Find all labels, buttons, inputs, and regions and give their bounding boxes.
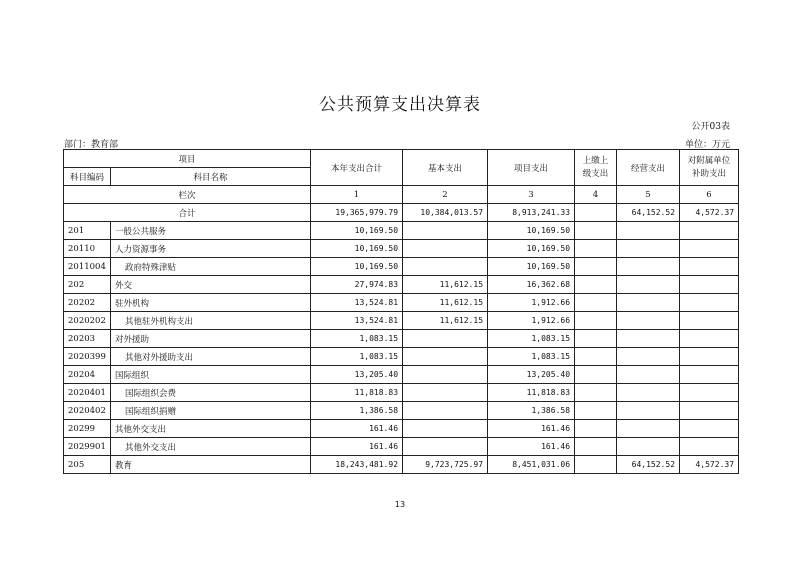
table-row	[64, 276, 739, 294]
upper-cell	[575, 366, 617, 384]
business-cell	[617, 294, 680, 312]
name-cell: 其他驻外机构支出	[111, 312, 311, 330]
sequence-2: 2	[403, 186, 488, 204]
code-cell: 20299	[64, 420, 111, 438]
subsidy-cell	[680, 258, 739, 276]
total-cell: 13,205.40	[311, 366, 403, 384]
table-row	[64, 402, 739, 420]
basic-cell	[403, 402, 488, 420]
code-cell: 2011004	[64, 258, 111, 276]
name-cell: 其他外交支出	[111, 420, 311, 438]
code-cell: 201	[64, 222, 111, 240]
subsidy-cell	[680, 420, 739, 438]
code-cell: 20110	[64, 240, 111, 258]
project-cell: 1,083.15	[488, 330, 575, 348]
upper-cell	[575, 438, 617, 456]
project-cell: 10,169.50	[488, 222, 575, 240]
basic-cell: 11,612.15	[403, 276, 488, 294]
business-cell	[617, 420, 680, 438]
business-cell: 64,152.52	[617, 204, 680, 222]
subsidy-cell	[680, 240, 739, 258]
business-cell	[617, 240, 680, 258]
table-row	[64, 240, 739, 258]
table-row	[64, 258, 739, 276]
code-cell: 205	[64, 456, 111, 474]
total-cell: 11,818.83	[311, 384, 403, 402]
business-cell	[617, 276, 680, 294]
code-cell: 202	[64, 276, 111, 294]
sequence-1: 1	[311, 186, 403, 204]
total-cell: 13,524.81	[311, 312, 403, 330]
project-cell: 13,205.40	[488, 366, 575, 384]
subsidy-cell	[680, 366, 739, 384]
basic-cell	[403, 222, 488, 240]
subsidy-cell	[680, 312, 739, 330]
total-cell: 10,169.50	[311, 222, 403, 240]
basic-cell	[403, 348, 488, 366]
name-cell: 一般公共服务	[111, 222, 311, 240]
business-cell	[617, 330, 680, 348]
name-cell: 人力资源事务	[111, 240, 311, 258]
code-cell: 2029901	[64, 438, 111, 456]
basic-cell	[403, 384, 488, 402]
table-row	[64, 366, 739, 384]
project-cell: 11,818.83	[488, 384, 575, 402]
subsidy-cell	[680, 276, 739, 294]
department-label: 部门：教育部	[64, 140, 119, 150]
basic-cell: 11,612.15	[403, 312, 488, 330]
business-cell	[617, 312, 680, 330]
code-cell: 2020399	[64, 348, 111, 366]
name-cell: 国际组织	[111, 366, 311, 384]
header-project: 项目支出	[488, 150, 575, 186]
sequence-3: 3	[488, 186, 575, 204]
name-cell: 国际组织会费	[111, 384, 311, 402]
name-cell: 国际组织捐赠	[111, 402, 311, 420]
header-upper-line2: 级支出	[582, 168, 609, 179]
header-subsidy	[680, 150, 739, 186]
upper-cell	[575, 258, 617, 276]
basic-cell	[403, 420, 488, 438]
project-cell: 8,451,031.06	[488, 456, 575, 474]
basic-cell	[403, 366, 488, 384]
unit-label: 单位：万元	[684, 140, 730, 150]
basic-cell	[403, 438, 488, 456]
basic-cell: 10,384,013.57	[403, 204, 488, 222]
table-row	[64, 456, 739, 474]
upper-cell	[575, 456, 617, 474]
total-cell: 10,169.50	[311, 258, 403, 276]
header-subsidy-line2: 补助支出	[692, 168, 727, 179]
code-cell: 2020202	[64, 312, 111, 330]
subsidy-cell	[680, 384, 739, 402]
name-cell: 驻外机构	[111, 294, 311, 312]
total-row	[64, 204, 739, 222]
subsidy-cell	[680, 222, 739, 240]
table-row	[64, 222, 739, 240]
business-cell	[617, 366, 680, 384]
upper-cell	[575, 240, 617, 258]
page-number: 13	[394, 500, 406, 509]
name-cell: 对外援助	[111, 330, 311, 348]
business-cell	[617, 402, 680, 420]
subsidy-cell	[680, 330, 739, 348]
total-cell: 161.46	[311, 438, 403, 456]
page-title: 公共预算支出决算表	[319, 95, 481, 115]
table-row	[64, 294, 739, 312]
sequence-6: 6	[680, 186, 739, 204]
upper-cell	[575, 402, 617, 420]
business-cell	[617, 258, 680, 276]
total-cell: 10,169.50	[311, 240, 403, 258]
project-cell: 16,362.68	[488, 276, 575, 294]
project-cell: 10,169.50	[488, 258, 575, 276]
business-cell	[617, 384, 680, 402]
upper-cell	[575, 276, 617, 294]
table-row	[64, 438, 739, 456]
subsidy-cell	[680, 294, 739, 312]
form-number: 公开03表	[691, 122, 730, 132]
basic-cell	[403, 330, 488, 348]
table-row	[64, 348, 739, 366]
project-cell: 1,386.58	[488, 402, 575, 420]
project-cell: 1,912.66	[488, 312, 575, 330]
header-total: 本年支出合计	[311, 150, 403, 186]
code-cell: 20203	[64, 330, 111, 348]
name-cell: 教育	[111, 456, 311, 474]
project-cell: 161.46	[488, 420, 575, 438]
upper-cell	[575, 420, 617, 438]
business-cell	[617, 438, 680, 456]
table-row	[64, 420, 739, 438]
header-subsidy-line1: 对附属单位	[687, 155, 731, 166]
business-cell: 64,152.52	[617, 456, 680, 474]
name-cell: 其他外交支出	[111, 438, 311, 456]
header-basic: 基本支出	[403, 150, 488, 186]
sequence-row	[64, 186, 739, 204]
business-cell	[617, 348, 680, 366]
header-code: 科目编码	[64, 168, 111, 186]
subsidy-cell: 4,572.37	[680, 204, 739, 222]
total-cell: 27,974.83	[311, 276, 403, 294]
upper-cell	[575, 384, 617, 402]
total-cell: 13,524.81	[311, 294, 403, 312]
upper-cell	[575, 222, 617, 240]
upper-cell	[575, 348, 617, 366]
basic-cell: 11,612.15	[403, 294, 488, 312]
total-cell: 161.46	[311, 420, 403, 438]
upper-cell	[575, 330, 617, 348]
header-row-1	[64, 150, 739, 168]
subsidy-cell: 4,572.37	[680, 456, 739, 474]
project-cell: 10,169.50	[488, 240, 575, 258]
subsidy-cell	[680, 348, 739, 366]
upper-cell	[575, 312, 617, 330]
header-name: 科目名称	[111, 168, 311, 186]
code-cell: 2020401	[64, 384, 111, 402]
basic-cell: 9,723,725.97	[403, 456, 488, 474]
total-cell: 1,386.58	[311, 402, 403, 420]
total-cell: 1,083.15	[311, 330, 403, 348]
name-cell: 政府特殊津贴	[111, 258, 311, 276]
header-upper-line1: 上缴上	[582, 155, 609, 166]
name-cell: 外交	[111, 276, 311, 294]
subsidy-cell	[680, 402, 739, 420]
total-cell: 1,083.15	[311, 348, 403, 366]
project-cell: 1,912.66	[488, 294, 575, 312]
expenditure-table	[63, 149, 739, 474]
project-cell: 161.46	[488, 438, 575, 456]
header-item: 项目	[64, 150, 311, 168]
sequence-5: 5	[617, 186, 680, 204]
code-cell: 20202	[64, 294, 111, 312]
header-upper	[575, 150, 617, 186]
business-cell	[617, 222, 680, 240]
sequence-label: 栏次	[64, 186, 311, 204]
table-row	[64, 312, 739, 330]
header-business: 经营支出	[617, 150, 680, 186]
basic-cell	[403, 258, 488, 276]
table-row	[64, 384, 739, 402]
basic-cell	[403, 240, 488, 258]
name-cell: 其他对外援助支出	[111, 348, 311, 366]
project-cell: 8,913,241.33	[488, 204, 575, 222]
total-cell: 18,243,481.92	[311, 456, 403, 474]
total-label: 合计	[64, 204, 311, 222]
code-cell: 2020402	[64, 402, 111, 420]
table-row	[64, 330, 739, 348]
project-cell: 1,083.15	[488, 348, 575, 366]
subsidy-cell	[680, 438, 739, 456]
code-cell: 20204	[64, 366, 111, 384]
total-cell: 19,365,979.79	[311, 204, 403, 222]
upper-cell	[575, 204, 617, 222]
sequence-4: 4	[575, 186, 617, 204]
upper-cell	[575, 294, 617, 312]
